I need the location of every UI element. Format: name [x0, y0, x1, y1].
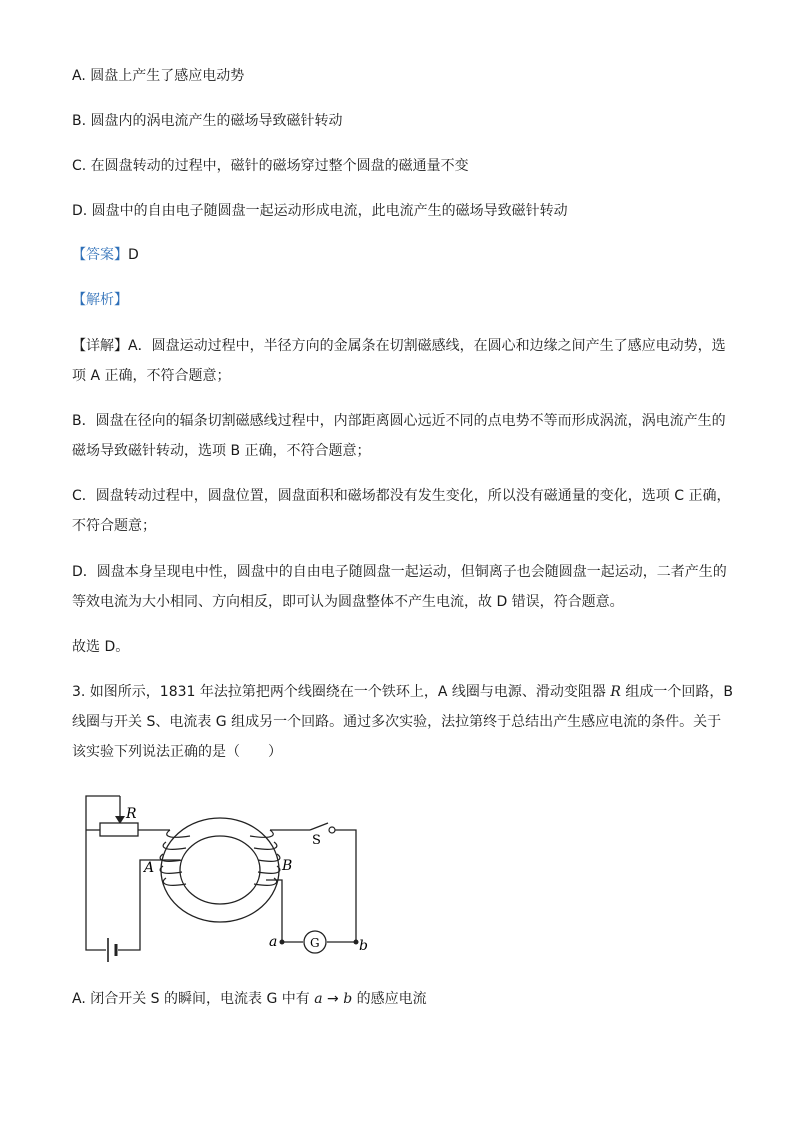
resistor-variable: R — [610, 684, 621, 700]
question3-text-post: 组成一个回路，B — [620, 684, 733, 700]
node-b — [354, 940, 359, 945]
node-a — [280, 940, 285, 945]
answer-value: D — [128, 247, 139, 263]
label-r: R — [126, 806, 137, 822]
explanation-d-line2: 等效电流为大小相同、方向相反，即可认为圆盘整体不产生电流，故 D 错误，符合题意。 — [72, 594, 624, 610]
option-d: D. 圆盘中的自由电子随圆盘一起运动形成电流，此电流产生的磁场导致磁针转动 — [72, 203, 568, 219]
label-node-a: a — [269, 934, 278, 950]
explanation-d-line1: D．圆盘本身呈现电中性，圆盘中的自由电子随圆盘一起运动，但铜离子也会随圆盘一起运动，二者产生的 — [72, 564, 727, 580]
option-b: B. 圆盘内的涡电流产生的磁场导致磁针转动 — [72, 113, 343, 129]
label-g: G — [310, 936, 320, 950]
option-a-arrow: → — [322, 991, 344, 1007]
analysis-tag — [72, 290, 128, 310]
question3-option-a — [72, 989, 427, 1009]
explanation-a-text: A．圆盘运动过程中，半径方向的金属条在切割磁感线，在圆心和边缘之间产生了感应电动势，选 — [128, 338, 726, 354]
resistor — [100, 823, 138, 836]
question3-text-pre: 3. 如图所示，1831 年法拉第把两个线圈绕在一个铁环上，A 线圈与电源、滑动变阻器 — [72, 684, 611, 700]
label-node-b: b — [359, 938, 368, 954]
switch-s — [310, 823, 335, 833]
option-a-post: 的感应电流 — [352, 991, 427, 1007]
question3-line3: 该实验下列说法正确的是（ ） — [72, 744, 282, 760]
option-a-var-b: b — [343, 991, 353, 1007]
label-a: A — [144, 860, 155, 876]
explanation-a-line2: 项 A 正确，不符合题意； — [72, 368, 231, 384]
option-c: C. 在圆盘转动的过程中，磁针的磁场穿过整个圆盘的磁通量不变 — [72, 158, 469, 174]
faraday-ring-diagram — [70, 790, 370, 970]
conclusion: 故选 D。 — [72, 639, 130, 655]
explanation-b-line1: B．圆盘在径向的辐条切割磁感线过程中，内部距离圆心远近不同的点电势不等而形成涡流，涡电流产生的 — [72, 413, 726, 429]
explanation-b-line2: 磁场导致磁针转动，选项 B 正确，不符合题意； — [72, 443, 371, 459]
question3-line1 — [72, 682, 733, 702]
label-s: S — [312, 833, 321, 848]
option-a-var-a: a — [314, 991, 323, 1007]
answer-line — [72, 245, 139, 265]
explanation-a-line1 — [72, 336, 726, 356]
coil-b — [250, 830, 280, 885]
analysis-label: 【解析】 — [72, 292, 128, 308]
answer-tag: 【答案】 — [72, 247, 128, 263]
battery — [108, 938, 116, 962]
detail-tag: 【详解】 — [72, 338, 128, 354]
iron-ring — [161, 818, 279, 922]
question3-line2: 线圈与开关 S、电流表 G 组成另一个回路。通过多次实验，法拉第终于总结出产生感应电流的条件。关于 — [72, 714, 722, 730]
coil-a — [160, 830, 190, 885]
explanation-c-line1: C．圆盘转动过程中，圆盘位置，圆盘面积和磁场都没有发生变化，所以没有磁通量的变化，选项 C 正确， — [72, 488, 731, 504]
option-a: A. 圆盘上产生了感应电动势 — [72, 68, 245, 84]
label-b: B — [282, 858, 293, 874]
explanation-c-line2: 不符合题意； — [72, 518, 156, 534]
option-a-pre: A. 闭合开关 S 的瞬间，电流表 G 中有 — [72, 991, 315, 1007]
